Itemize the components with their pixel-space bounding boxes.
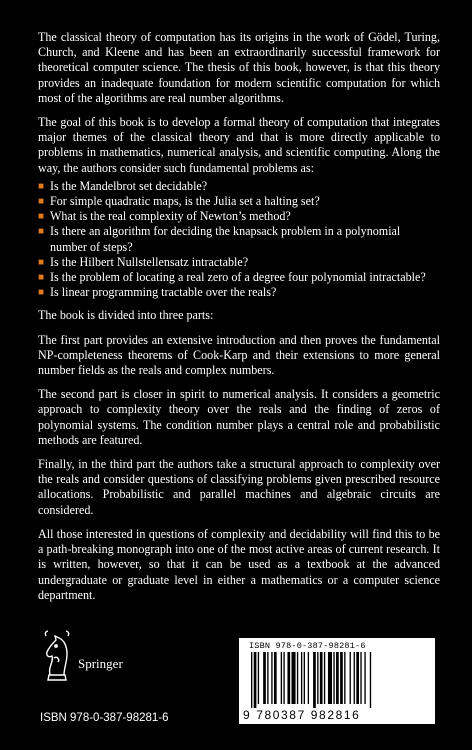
barcode <box>239 638 435 724</box>
barcode-bar <box>287 652 290 704</box>
paragraph-part-three: Finally, in the third part the authors take a structural approach to complexity over the reals and consider questions of classifying problems given prescribed resource allocations. Probabilistic and parallel machines and algebraic circuits are considered. <box>38 457 440 517</box>
barcode-bar <box>313 652 316 708</box>
bullet-icon: ■ <box>38 287 45 299</box>
barcode-bar <box>340 652 343 704</box>
barcode-bar <box>271 652 272 704</box>
barcode-bar <box>344 652 345 704</box>
publisher-logo <box>40 628 220 688</box>
barcode-bar <box>333 652 334 704</box>
barcode-digits: 9 780387 982816 <box>243 708 361 722</box>
bullet-icon: ■ <box>38 256 45 268</box>
barcode-bar <box>297 652 298 704</box>
bullet-icon: ■ <box>38 180 45 192</box>
barcode-bar <box>301 652 302 704</box>
list-item: ■ Is there an algorithm for deciding the knapsack problem in a polynomial number of steps? <box>38 224 401 254</box>
paragraph-audience: All those interested in questions of complexity and decidability will find this to be a path-breaking monograph into one of the most active areas of current research. It is written, however, so that it can be used as a textbook at the advanced undergraduate or graduate level in either a mathematics or a computer science department. <box>38 526 440 602</box>
barcode-bar <box>354 652 355 704</box>
list-item: ■ Is linear programming tractable over the reals? <box>38 285 277 300</box>
list-item: ■ For simple quadratic maps, is the Julia set a halting set? <box>38 194 320 209</box>
bullet-icon: ■ <box>38 272 45 284</box>
barcode-bar <box>283 652 284 704</box>
paragraph-parts: The book is divided into three parts: <box>38 308 214 323</box>
paragraph-part-one: The first part provides an extensive introduction and then proves the fundamental NP-completeness theorems of Cook-Karp and their extensions to more general number fields as the reals and complex numbers. <box>38 332 440 378</box>
barcode-bar <box>308 652 309 704</box>
barcode-bar <box>251 652 252 708</box>
bullet-icon: ■ <box>38 226 45 238</box>
barcode-bar <box>320 652 323 704</box>
publisher-name: Springer <box>78 656 123 671</box>
paragraph-intro: The classical theory of computation has its origins in the work of Gödel, Turing, Church, and Kleene and has been an extraordinarily successful framework for theoretical computer science. The thesis of this book, however, is that this theory provides an inadequate foundation for modern scientific computation for which most of the algorithms are real number algorithms. <box>38 30 440 105</box>
barcode-bar <box>304 652 305 704</box>
back-cover-text <box>38 30 440 612</box>
springer-chess-knight-icon <box>40 628 74 684</box>
isbn-label: ISBN 978-0-387-98281-6 <box>40 712 169 724</box>
barcode-bar <box>324 652 325 704</box>
list-item: ■ Is the Mandelbrot set decidable? <box>38 178 208 193</box>
barcode-bar <box>258 652 259 704</box>
barcode-bar <box>317 652 318 704</box>
bullet-icon: ■ <box>38 211 45 223</box>
barcode-bar <box>364 652 365 704</box>
barcode-bar <box>360 652 361 704</box>
barcode-bars <box>249 652 425 708</box>
barcode-isbn-text: ISBN 978-0-387-98281-6 <box>249 641 366 651</box>
barcode-bar <box>281 652 282 704</box>
barcode-bar <box>274 652 277 704</box>
bullet-icon: ■ <box>38 196 45 208</box>
list-item: ■ Is the problem of locating a real zero of a degree four polynomial intractable? <box>38 270 426 285</box>
barcode-bar <box>336 652 339 704</box>
barcode-bar <box>267 652 268 704</box>
barcode-bar <box>254 652 257 708</box>
paragraph-part-two: The second part is closer in spirit to numerical analysis. It considers a geometric approach to complexity theory over the reals and the finding of zeros of polynomial systems. The condition number plays a central role and probabilistic methods are featured. <box>38 387 440 447</box>
barcode-bar <box>263 652 266 704</box>
barcode-bar <box>370 652 371 708</box>
barcode-bar <box>356 652 359 704</box>
barcode-bar <box>328 652 332 704</box>
list-item: ■ Is the Hilbert Nullstellensatz intractable? <box>38 254 249 269</box>
barcode-bar <box>292 652 296 704</box>
list-item: ■ What is the real complexity of Newton’s method? <box>38 209 291 224</box>
problem-list <box>38 179 440 301</box>
barcode-bar <box>350 652 351 704</box>
paragraph-goal: The goal of this book is to develop a formal theory of computation that integrates major themes of the classical theory and that is more directly applicable to problems in mathematics, numerical analysis, and scientific computing. Along the way, the authors consider such fundamental problems as: <box>38 115 440 175</box>
